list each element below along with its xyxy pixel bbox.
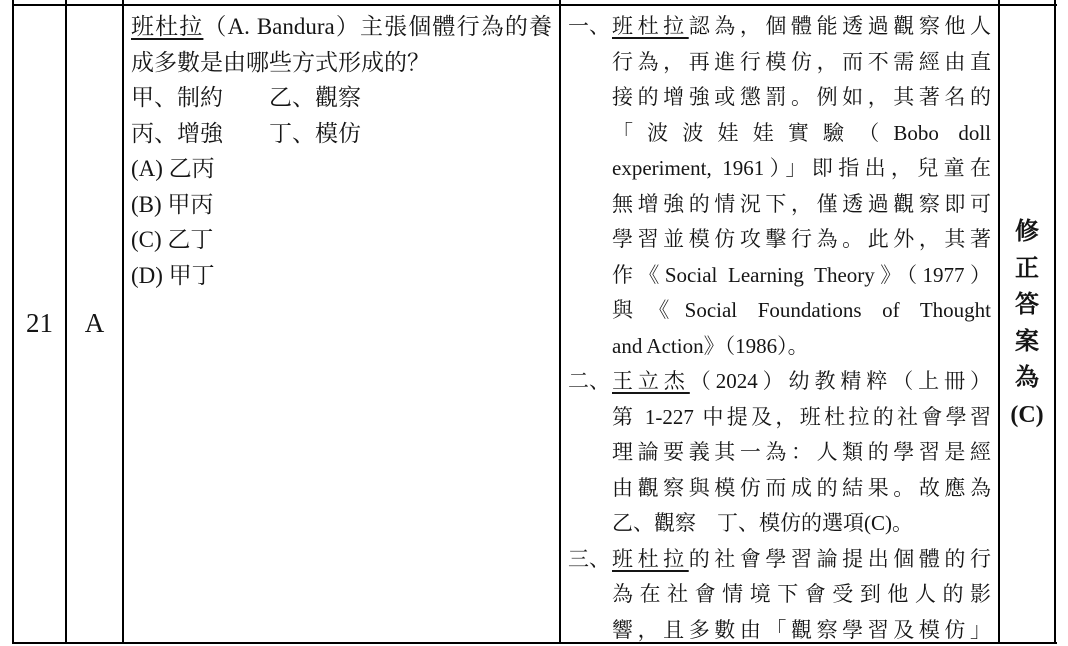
text-line xyxy=(612,258,991,294)
text-segment: 理論要義其一為：人類的學習是經 xyxy=(612,440,991,464)
text-segment: (A) 乙丙 xyxy=(131,156,215,181)
text-segment: 甲、制約 乙、觀察 xyxy=(131,85,361,110)
text-segment: (D) 甲丁 xyxy=(131,262,215,288)
text-line xyxy=(612,506,991,542)
correction-label-char: 答 xyxy=(1015,292,1039,318)
text-line xyxy=(131,258,552,294)
correction-label-char: (C) xyxy=(1010,401,1044,428)
text-line xyxy=(131,151,552,187)
text-line xyxy=(612,400,991,436)
text-segment: （A. Bandura）主張個體行為的養 xyxy=(203,14,552,39)
text-line xyxy=(612,293,991,329)
text-line xyxy=(612,151,991,187)
text-line xyxy=(612,471,991,507)
text-line xyxy=(612,577,991,613)
text-line xyxy=(612,116,991,152)
text-line xyxy=(612,45,991,81)
text-line xyxy=(131,187,552,223)
text-segment: 「波波娃娃實驗（Bobo doll xyxy=(612,120,991,145)
underlined-name-text: 王立杰 xyxy=(612,369,690,393)
column-divider-answer-question xyxy=(122,0,124,644)
question-text-cell xyxy=(131,9,552,293)
text-segment: 乙、觀察 丁、模仿的選項(C)。 xyxy=(612,511,913,535)
question-number: 21 xyxy=(26,308,53,338)
text-line xyxy=(131,116,552,152)
underlined-name-text: 班杜拉 xyxy=(612,14,689,38)
correction-label-char: 案 xyxy=(1015,328,1039,355)
text-line xyxy=(612,613,991,646)
text-segment: 認為，個體能透過觀察他人 xyxy=(688,14,991,38)
list-item-marker: 三、 xyxy=(568,546,610,571)
text-segment: (B) 甲丙 xyxy=(131,191,214,217)
text-segment: 作《Social Learning Theory》（1977） xyxy=(612,262,991,287)
list-item-marker: 二、 xyxy=(568,369,610,393)
text-line xyxy=(612,80,991,116)
text-segment: 丙、增強 丁、模仿 xyxy=(131,120,361,146)
text-line xyxy=(612,542,991,578)
text-segment: 成多數是由哪些方式形成的？ xyxy=(131,49,430,75)
correction-label-char: 正 xyxy=(1015,255,1039,282)
text-segment: 的社會學習論提出個體的行 xyxy=(688,546,991,571)
text-segment: 與《Social Foundations of Thought xyxy=(612,298,991,322)
correction-label-char: 修 xyxy=(1015,219,1039,245)
text-segment: 行為，再進行模仿，而不需經由直 xyxy=(612,49,991,74)
explanation-item xyxy=(568,542,991,646)
correction-label-char: 為 xyxy=(1015,365,1039,391)
text-line xyxy=(612,187,991,223)
text-segment: 由觀察與模仿而成的結果。故應為 xyxy=(612,475,991,500)
list-item-marker: 一、 xyxy=(568,14,610,38)
row-border-top xyxy=(13,4,1057,6)
text-line xyxy=(612,364,991,400)
text-segment: （2024）幼教精粹（上冊） xyxy=(689,369,991,393)
text-line xyxy=(131,80,552,116)
text-line xyxy=(612,9,991,45)
text-line xyxy=(612,435,991,471)
text-segment: 為在社會情境下會受到他人的影 xyxy=(612,582,991,606)
text-line xyxy=(131,9,552,45)
text-segment: 第 1-227 中提及，班杜拉的社會學習 xyxy=(612,404,991,429)
explanation-cell xyxy=(568,9,991,646)
explanation-item xyxy=(568,364,991,542)
corrected-answer-cell xyxy=(1000,5,1054,642)
text-segment: experiment, 1961）」即指出，兒童在 xyxy=(612,156,991,180)
text-segment: 學習並模仿攻擊行為。此外，其著 xyxy=(612,227,991,251)
original-answer-cell xyxy=(67,5,122,642)
column-divider-question-explanation xyxy=(559,0,561,644)
original-answer: A xyxy=(84,308,105,338)
text-segment: 接的增強或懲罰。例如，其著名的 xyxy=(612,85,991,109)
explanation-item xyxy=(568,9,991,364)
text-line xyxy=(612,222,991,258)
text-segment: and Action》（1986）。 xyxy=(612,333,809,358)
text-segment: (C) 乙丁 xyxy=(131,227,214,252)
text-segment: 無增強的情況下，僅透過觀察即可 xyxy=(612,191,991,216)
text-line xyxy=(131,45,552,81)
text-line xyxy=(131,222,552,258)
underlined-name-text: 班杜拉 xyxy=(131,14,204,39)
text-segment: 響，且多數由「觀察學習及模仿」 xyxy=(612,617,991,642)
text-line xyxy=(612,329,991,365)
table-border-right xyxy=(1054,0,1056,644)
underlined-name-text: 班杜拉 xyxy=(612,546,689,571)
question-number-cell xyxy=(14,5,65,642)
